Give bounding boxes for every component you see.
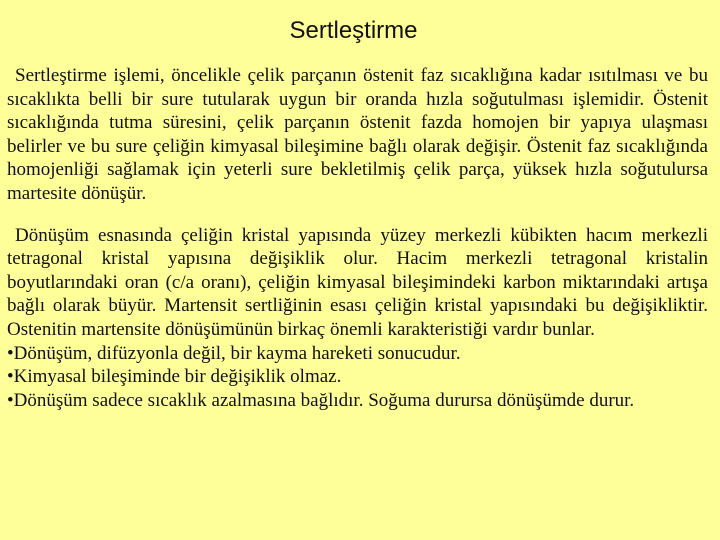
paragraph-definition: Sertleştirme işlemi, öncelikle çelik parçanın östenit faz sıcaklığına kadar ısıtılması ve bu sıcaklıkta belli bir sure tutularak uygun bir oranda hızla soğutulması işlemidir. Östenit sıcaklığında tutma süresini, çelik parçanın östenit fazda homojen bir yapıya ulaşması belirler ve bu sure çeliğin kimyasal bileşimine bağlı olarak değişir. Östenit faz sıcaklığında homojenliği sağlamak için yeterli sure bekletilmiş çelik parça, yüksek hızla soğutulursa martesite dönüşür. — [7, 65, 708, 204]
list-item: •Dönüşüm, difüzyonla değil, bir kayma hareketi sonucudur. — [7, 342, 461, 364]
page-title: Sertleştirme — [289, 17, 418, 44]
paragraph-transformation: Dönüşüm esnasında çeliğin kristal yapısında yüzey merkezli kübikten hacım merkezli tetragonal kristal yapısına değişiklik olur. Hacim merkezli tetragonal kristalin boyutlarındaki oran (c/a oranı), çeliğin kimyasal bileşimindeki karbon miktarındaki artışa bağlı olarak büyür. Martensit sertliğinin esası çeliğin kristal yapısındaki bu değişikliktir. Ostenitin martensite dönüşümünün birkaç önemli karakteristiği vardır bunlar. — [7, 224, 708, 340]
list-item: •Kimyasal bileşiminde bir değişiklik olmaz. — [7, 366, 342, 388]
list-item: •Dönüşüm sadece sıcaklık azalmasına bağlıdır. Soğuma durursa dönüşümde durur. — [7, 389, 635, 411]
characteristics-list — [7, 342, 708, 413]
